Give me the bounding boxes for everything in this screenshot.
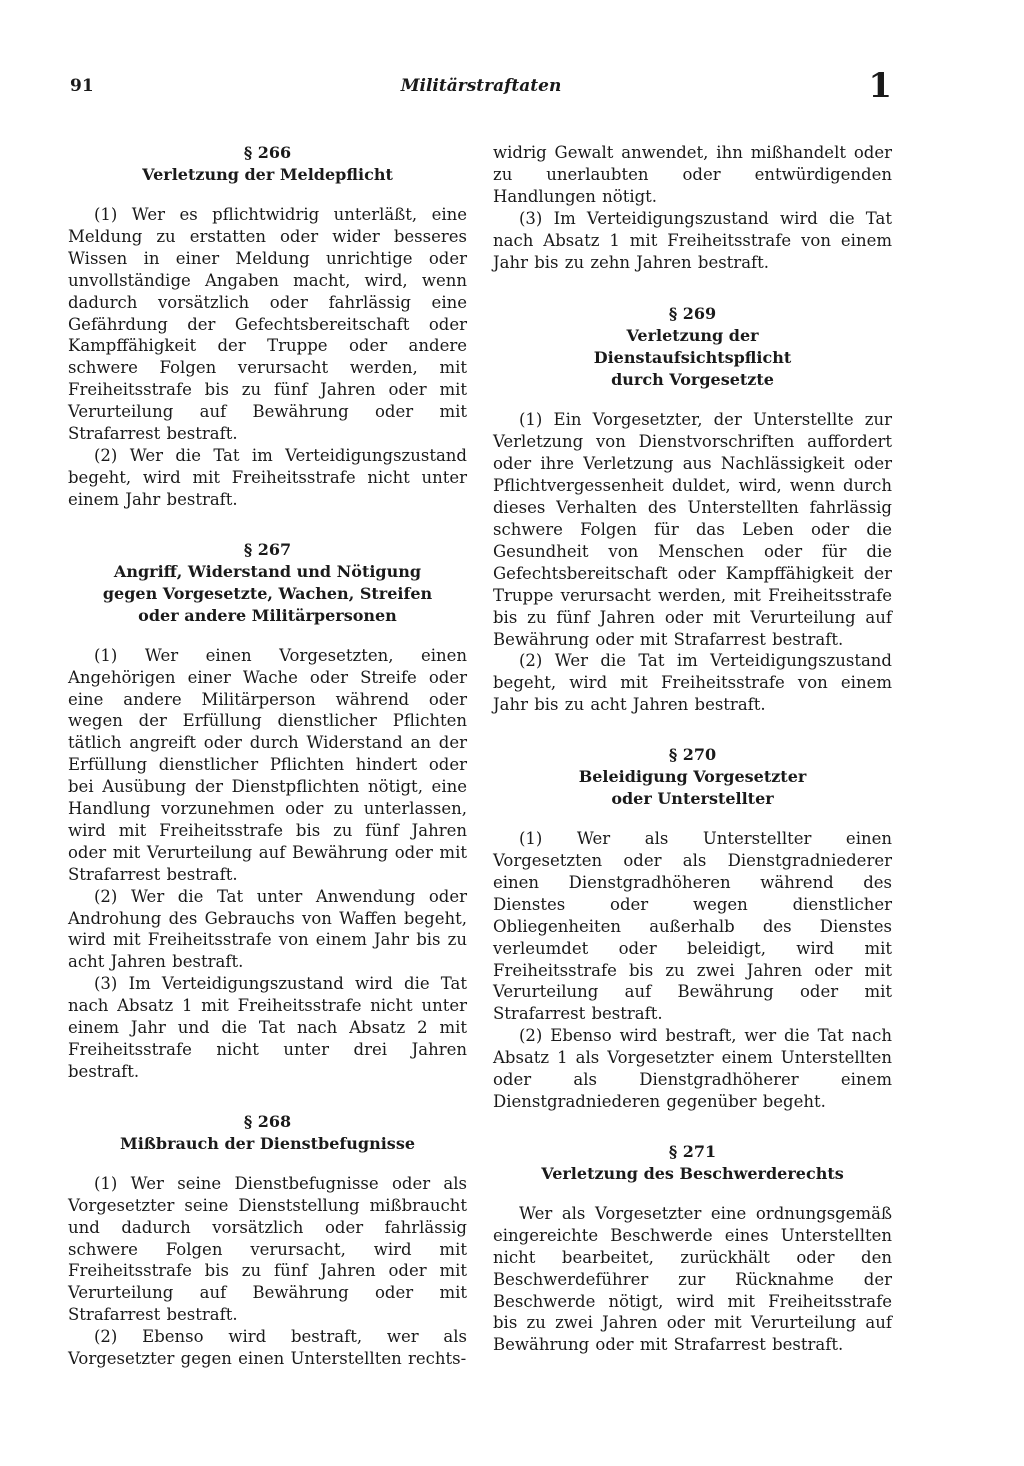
section-title: Verletzung der Dienstaufsichtspflicht durch Vorgesetzte — [593, 326, 792, 390]
page-header — [70, 66, 892, 110]
section-title: Beleidigung Vorgesetzter oder Unterstellter — [578, 767, 807, 809]
paragraph: (1) Wer einen Vorgesetzten, einen Angehörigen einer Wache oder Streife oder eine andere Militärperson während oder wegen der Erfüllung dienstlicher Pflichten tätlich angreift oder durch Widerstand an der Erfüllung dienstlicher Pflichten hindert oder bei Ausübung der Dienstpflichten nötigt, eine Handlung vorzunehmen oder zu unterlassen, wird mit Freiheitsstrafe bis zu fünf Jahren oder mit Verurteilung auf Bewährung oder mit Strafarrest bestraft. — [68, 645, 467, 884]
section-title: Mißbrauch der Dienstbefugnisse — [119, 1133, 415, 1153]
section-267 — [68, 539, 467, 1083]
paragraph: (3) Im Verteidigungszustand wird die Tat nach Absatz 1 mit Freiheitsstrafe von einem Jahr bis zu zehn Jahren bestraft. — [493, 208, 892, 272]
section-271 — [493, 1141, 892, 1356]
paragraph: (2) Ebenso wird bestraft, wer als Vorgesetzter gegen einen Unterstellten rechts- — [68, 1327, 467, 1369]
section-number: § 266 — [243, 143, 292, 162]
section-268 — [68, 1111, 467, 1370]
section-number: § 268 — [243, 1111, 292, 1131]
section-number: § 270 — [668, 745, 717, 765]
paragraph: (2) Wer die Tat im Verteidigungszustand begeht, wird mit Freiheitsstrafe von einem Jahr bis zu acht Jahren bestraft. — [493, 651, 892, 715]
section-268-continued — [493, 142, 892, 273]
paragraph: (2) Wer die Tat im Verteidigungszustand begeht, wird mit Freiheitsstrafe nicht unter einem Jahr bestraft. — [68, 445, 467, 509]
paragraph: widrig Gewalt anwendet, ihn mißhandelt oder zu unerlaubten oder entwürdigenden Handlungen nötigt. — [493, 143, 892, 206]
section-number: § 271 — [668, 1141, 717, 1161]
paragraph: (1) Wer seine Dienstbefugnisse oder als Vorgesetzter seine Dienststellung mißbraucht und dadurch vorsätzlich oder fahrlässig schwere Folgen verursacht, wird mit Freiheitsstrafe bis zu fünf Jahren oder mit Verurteilung auf Bewährung oder mit Strafarrest bestraft. — [68, 1173, 467, 1325]
paragraph: (2) Ebenso wird bestraft, wer die Tat nach Absatz 1 als Vorgesetzter einem Unterstellten oder als Dienstgradhöherer einem Dienstgradniederen gegenüber begeht. — [493, 1026, 892, 1111]
running-title: Militärstraftaten — [400, 76, 562, 96]
section-number: § 269 — [668, 304, 717, 324]
section-269 — [493, 303, 892, 716]
paragraph: (1) Wer es pflichtwidrig unterläßt, eine Meldung zu erstatten oder wider besseres Wissen in einer Meldung unrichtige oder unvollständige Angaben macht, wird, wenn dadurch vorsätzlich oder fahrlässig eine Gefährdung der Gefechtsbereitschaft oder Kampffähigkeit der Truppe oder andere schwere Folgen verursacht werden, mit Freiheitsstrafe bis zu fünf Jahren oder mit Verurteilung auf Bewährung oder mit Strafarrest bestraft. — [68, 205, 467, 444]
right-column — [493, 142, 892, 1384]
paragraph: (1) Ein Vorgesetzter, der Unterstellte zur Verletzung von Dienstvorschriften auffordert oder ihre Verletzung aus Nachlässigkeit oder Pflichtvergessenheit duldet, wird, wenn durch dieses Verhalten des Unterstellten fahrlässig schwere Folgen für das Leben oder die Gesundheit von Menschen oder für die Gefechtsbereitschaft oder Kampffähigkeit der Truppe verursacht werden, mit Freiheitsstrafe bis zu fünf Jahren oder mit Verurteilung auf Bewährung oder mit Strafarrest bestraft. — [493, 410, 892, 649]
paragraph: Wer als Vorgesetzter eine ordnungsgemäß eingereichte Beschwerde eines Unterstellten nicht bearbeitet, zurückhält oder den Beschwerdeführer zur Rücknahme der Beschwerde nötigt, wird mit Freiheitsstrafe bis zu zwei Jahren oder mit Verurteilung auf Bewährung oder mit Strafarrest bestraft. — [493, 1203, 892, 1355]
section-title: Angriff, Widerstand und Nötigung gegen Vorgesetzte, Wachen, Streifen oder andere Militärpersonen — [102, 561, 433, 625]
section-266 — [68, 142, 467, 511]
paragraph: (2) Wer die Tat unter Anwendung oder Androhung des Gebrauchs von Waffen begeht, wird mit Freiheitsstrafe von einem Jahr bis zu acht Jahren bestraft. — [68, 886, 467, 972]
paragraph: (3) Im Verteidigungszustand wird die Tat nach Absatz 1 mit Freiheitsstrafe nicht unter einem Jahr und die Tat nach Absatz 2 mit Freiheitsstrafe nicht unter drei Jahren bestraft. — [68, 974, 467, 1081]
volume-number: 1 — [868, 66, 892, 106]
page-number: 91 — [70, 76, 94, 96]
section-number: § 267 — [243, 539, 292, 559]
section-title: Verletzung des Beschwerderechts — [541, 1163, 844, 1183]
section-title: Verletzung der Meldepflicht — [142, 165, 393, 184]
left-column — [68, 142, 467, 1398]
paragraph: (1) Wer als Unterstellter einen Vorgesetzten oder als Dienstgradniederer einen Dienstgradhöheren während des Dienstes oder wegen dienstlicher Obliegenheiten außerhalb des Dienstes verleumdet oder beleidigt, wird mit Freiheitsstrafe bis zu zwei Jahren oder mit Verurteilung auf Bewährung oder mit Strafarrest bestraft. — [493, 829, 892, 1024]
section-270 — [493, 744, 892, 1113]
